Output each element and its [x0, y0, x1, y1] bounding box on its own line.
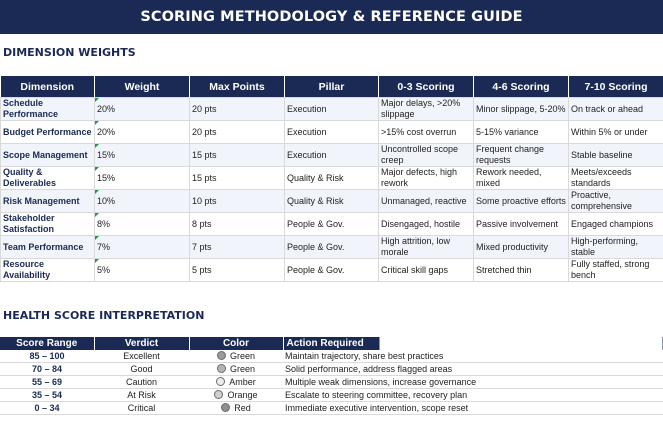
- score-range-cell[interactable]: 70 – 84: [0, 363, 94, 376]
- weight-cell[interactable]: 15%: [95, 144, 190, 167]
- weight-cell[interactable]: 10%: [95, 190, 190, 213]
- col-header-score-range: Score Range: [0, 337, 94, 350]
- pillar-cell[interactable]: Execution: [285, 98, 379, 121]
- table-row: [1, 167, 663, 190]
- table-row: [1, 213, 663, 236]
- weight-cell[interactable]: 5%: [95, 259, 190, 282]
- max-points-cell[interactable]: 10 pts: [190, 190, 285, 213]
- comment-marker-icon: [95, 98, 99, 102]
- color-cell[interactable]: Orange: [189, 389, 283, 402]
- scoring-0-3-cell[interactable]: Unmanaged, reactive: [379, 190, 474, 213]
- verdict-cell[interactable]: At Risk: [94, 389, 189, 402]
- scoring-4-6-cell[interactable]: Frequent change requests: [474, 144, 569, 167]
- verdict-cell[interactable]: Excellent: [94, 350, 189, 363]
- scoring-7-10-cell[interactable]: Proactive, comprehensive: [569, 190, 663, 213]
- dimension-cell[interactable]: Budget Performance: [1, 121, 95, 144]
- col-header-dimension: Dimension: [1, 76, 95, 98]
- action-cell[interactable]: Multiple weak dimensions, increase governance: [283, 376, 663, 389]
- col-header-4-6-scoring: 4-6 Scoring: [474, 76, 569, 98]
- score-range-cell[interactable]: 35 – 54: [0, 389, 94, 402]
- dimension-weights-heading: DIMENSION WEIGHTS: [3, 46, 136, 59]
- table-row: [0, 389, 663, 402]
- status-dot-icon: [217, 364, 226, 373]
- col-header-color: Color: [189, 337, 283, 350]
- status-dot-icon: [221, 403, 230, 412]
- action-cell[interactable]: Escalate to steering committee, recovery plan: [283, 389, 663, 402]
- scoring-7-10-cell[interactable]: On track or ahead: [569, 98, 663, 121]
- col-header-verdict: Verdict: [94, 337, 189, 350]
- comment-marker-icon: [95, 236, 99, 240]
- scoring-7-10-cell[interactable]: Engaged champions: [569, 213, 663, 236]
- verdict-cell[interactable]: Critical: [94, 402, 189, 415]
- col-header-0-3-scoring: 0-3 Scoring: [379, 76, 474, 98]
- pillar-cell[interactable]: Execution: [285, 144, 379, 167]
- comment-marker-icon: [95, 259, 99, 263]
- scoring-4-6-cell[interactable]: Mixed productivity: [474, 236, 569, 259]
- col-header-pillar: Pillar: [285, 76, 379, 98]
- table-row: [1, 98, 663, 121]
- max-points-cell[interactable]: 20 pts: [190, 121, 285, 144]
- pillar-cell[interactable]: People & Gov.: [285, 236, 379, 259]
- table-row: [1, 190, 663, 213]
- table-row: [0, 402, 663, 415]
- color-cell[interactable]: Green: [189, 350, 283, 363]
- comment-marker-icon: [95, 167, 99, 171]
- scoring-7-10-cell[interactable]: Within 5% or under: [569, 121, 663, 144]
- comment-marker-icon: [95, 121, 99, 125]
- max-points-cell[interactable]: 15 pts: [190, 144, 285, 167]
- comment-marker-icon: [95, 190, 99, 194]
- table-row: [0, 363, 663, 376]
- pillar-cell[interactable]: Quality & Risk: [285, 190, 379, 213]
- color-cell[interactable]: Green: [189, 363, 283, 376]
- scoring-4-6-cell[interactable]: Minor slippage, 5-20%: [474, 98, 569, 121]
- weight-cell[interactable]: 7%: [95, 236, 190, 259]
- verdict-cell[interactable]: Good: [94, 363, 189, 376]
- verdict-cell[interactable]: Caution: [94, 376, 189, 389]
- scoring-0-3-cell[interactable]: Major defects, high rework: [379, 167, 474, 190]
- scoring-7-10-cell[interactable]: Fully staffed, strong bench: [569, 259, 663, 282]
- col-header-max-points: Max Points: [190, 76, 285, 98]
- scoring-0-3-cell[interactable]: Disengaged, hostile: [379, 213, 474, 236]
- dimension-cell[interactable]: Stakeholder Satisfaction: [1, 213, 95, 236]
- dimension-cell[interactable]: Quality & Deliverables: [1, 167, 95, 190]
- max-points-cell[interactable]: 20 pts: [190, 98, 285, 121]
- score-range-cell[interactable]: 55 – 69: [0, 376, 94, 389]
- scoring-4-6-cell[interactable]: Rework needed, mixed: [474, 167, 569, 190]
- health-score-heading: HEALTH SCORE INTERPRETATION: [3, 309, 205, 322]
- health-score-table: [0, 337, 663, 415]
- dimension-cell[interactable]: Resource Availability: [1, 259, 95, 282]
- scoring-0-3-cell[interactable]: >15% cost overrun: [379, 121, 474, 144]
- scoring-4-6-cell[interactable]: Stretched thin: [474, 259, 569, 282]
- max-points-cell[interactable]: 5 pts: [190, 259, 285, 282]
- max-points-cell[interactable]: 7 pts: [190, 236, 285, 259]
- weight-cell[interactable]: 8%: [95, 213, 190, 236]
- page-title: SCORING METHODOLOGY & REFERENCE GUIDE: [0, 0, 663, 34]
- table-header-row: [0, 337, 663, 350]
- table-row: [0, 350, 663, 363]
- max-points-cell[interactable]: 15 pts: [190, 167, 285, 190]
- action-cell[interactable]: Immediate executive intervention, scope reset: [283, 402, 663, 415]
- action-cell[interactable]: Solid performance, address flagged areas: [283, 363, 663, 376]
- pillar-cell[interactable]: Execution: [285, 121, 379, 144]
- col-header-7-10-scoring: 7-10 Scoring: [569, 76, 663, 98]
- table-row: [1, 144, 663, 167]
- max-points-cell[interactable]: 8 pts: [190, 213, 285, 236]
- pillar-cell[interactable]: People & Gov.: [285, 259, 379, 282]
- scoring-0-3-cell[interactable]: High attrition, low morale: [379, 236, 474, 259]
- col-header-weight: Weight: [95, 76, 190, 98]
- scoring-0-3-cell[interactable]: Critical skill gaps: [379, 259, 474, 282]
- score-range-cell[interactable]: 0 – 34: [0, 402, 94, 415]
- status-dot-icon: [217, 351, 226, 360]
- table-row: [1, 121, 663, 144]
- scoring-7-10-cell[interactable]: High-performing, stable: [569, 236, 663, 259]
- color-cell[interactable]: Amber: [189, 376, 283, 389]
- score-range-cell[interactable]: 85 – 100: [0, 350, 94, 363]
- weight-cell[interactable]: 20%: [95, 121, 190, 144]
- dimension-cell[interactable]: Scope Management: [1, 144, 95, 167]
- weight-cell[interactable]: 15%: [95, 167, 190, 190]
- table-row: [1, 236, 663, 259]
- dimension-cell[interactable]: Risk Management: [1, 190, 95, 213]
- table-row: [0, 376, 663, 389]
- scoring-7-10-cell[interactable]: Meets/exceeds standards: [569, 167, 663, 190]
- scoring-4-6-cell[interactable]: Passive involvement: [474, 213, 569, 236]
- status-dot-icon: [216, 377, 225, 386]
- action-cell[interactable]: Maintain trajectory, share best practices: [283, 350, 663, 363]
- weight-cell[interactable]: 20%: [95, 98, 190, 121]
- dimension-cell[interactable]: Team Performance: [1, 236, 95, 259]
- status-dot-icon: [214, 390, 223, 399]
- table-header-row: [1, 76, 663, 98]
- table-row: [1, 259, 663, 282]
- dimension-cell[interactable]: Schedule Performance: [1, 98, 95, 121]
- scoring-0-3-cell[interactable]: Uncontrolled scope creep: [379, 144, 474, 167]
- col-header-action-required: Action Required: [283, 337, 663, 350]
- scoring-4-6-cell[interactable]: 5-15% variance: [474, 121, 569, 144]
- comment-marker-icon: [95, 144, 99, 148]
- scoring-0-3-cell[interactable]: Major delays, >20% slippage: [379, 98, 474, 121]
- color-cell[interactable]: Red: [189, 402, 283, 415]
- scoring-7-10-cell[interactable]: Stable baseline: [569, 144, 663, 167]
- dimension-weights-table: [0, 76, 663, 282]
- pillar-cell[interactable]: People & Gov.: [285, 213, 379, 236]
- comment-marker-icon: [95, 213, 99, 217]
- scoring-4-6-cell[interactable]: Some proactive efforts: [474, 190, 569, 213]
- pillar-cell[interactable]: Quality & Risk: [285, 167, 379, 190]
